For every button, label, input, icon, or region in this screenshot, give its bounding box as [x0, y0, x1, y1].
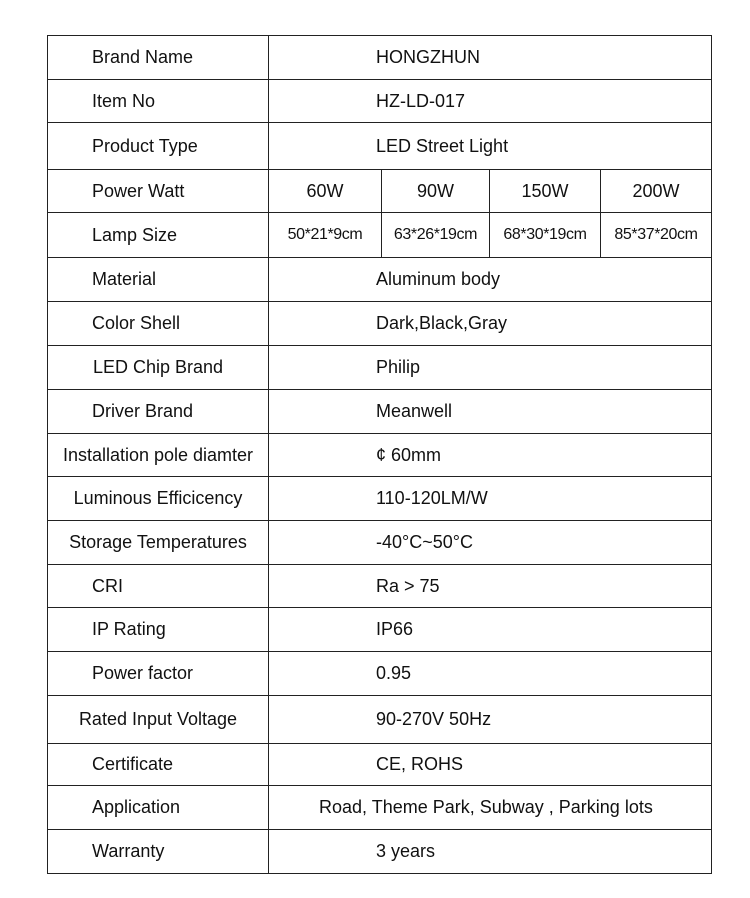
table-row: [48, 123, 712, 170]
row-value: 90-270V 50Hz: [269, 696, 712, 744]
lamp-size-cell: 68*30*19cm: [490, 213, 601, 258]
spec-table: [47, 35, 712, 874]
row-label: Brand Name: [48, 36, 269, 80]
row-label: Storage Temperatures: [48, 521, 269, 565]
row-label: Material: [48, 258, 269, 302]
table-row: [48, 302, 712, 346]
row-label: Rated Input Voltage: [48, 696, 269, 744]
row-value: 110-120LM/W: [269, 477, 712, 521]
row-label: Color Shell: [48, 302, 269, 346]
table-row: [48, 477, 712, 521]
table-row: [48, 36, 712, 80]
row-value: Dark,Black,Gray: [269, 302, 712, 346]
row-label: LED Chip Brand: [48, 346, 269, 390]
row-label: Power Watt: [48, 170, 269, 213]
table-row: [48, 696, 712, 744]
table-row: [48, 521, 712, 565]
lamp-size-cell: 85*37*20cm: [601, 213, 712, 258]
table-row: [48, 786, 712, 830]
row-value: Ra > 75: [269, 565, 712, 608]
row-value: HONGZHUN: [269, 36, 712, 80]
table-row: [48, 744, 712, 786]
power-watt-cell: 60W: [269, 170, 382, 213]
table-row: [48, 346, 712, 390]
table-row: [48, 258, 712, 302]
lamp-size-cell: 50*21*9cm: [269, 213, 382, 258]
row-value: LED Street Light: [269, 123, 712, 170]
row-label: Certificate: [48, 744, 269, 786]
row-value: CE, ROHS: [269, 744, 712, 786]
row-value: Philip: [269, 346, 712, 390]
table-row: [48, 565, 712, 608]
row-value: Aluminum body: [269, 258, 712, 302]
row-label: Application: [48, 786, 269, 830]
row-label: IP Rating: [48, 608, 269, 652]
table-row: [48, 608, 712, 652]
row-label: Luminous Efficicency: [48, 477, 269, 521]
power-watt-cell: 150W: [490, 170, 601, 213]
row-value: IP66: [269, 608, 712, 652]
power-watt-cell: 90W: [382, 170, 490, 213]
table-row: [48, 390, 712, 434]
row-value: HZ-LD-017: [269, 80, 712, 123]
row-label: Item No: [48, 80, 269, 123]
row-label: Power factor: [48, 652, 269, 696]
row-value: ¢ 60mm: [269, 434, 712, 477]
row-value: -40°C~50°C: [269, 521, 712, 565]
row-value: Road, Theme Park, Subway , Parking lots: [269, 786, 712, 830]
table-row: [48, 434, 712, 477]
row-label: Lamp Size: [48, 213, 269, 258]
row-value: Meanwell: [269, 390, 712, 434]
table-row: [48, 170, 712, 213]
table-row: [48, 652, 712, 696]
row-label: Installation pole diamter: [48, 434, 269, 477]
table-row: [48, 830, 712, 874]
row-label: Warranty: [48, 830, 269, 874]
row-value: 0.95: [269, 652, 712, 696]
table-row: [48, 213, 712, 258]
lamp-size-cell: 63*26*19cm: [382, 213, 490, 258]
table-row: [48, 80, 712, 123]
row-label: Driver Brand: [48, 390, 269, 434]
row-label: CRI: [48, 565, 269, 608]
row-label: Product Type: [48, 123, 269, 170]
power-watt-cell: 200W: [601, 170, 712, 213]
row-value: 3 years: [269, 830, 712, 874]
